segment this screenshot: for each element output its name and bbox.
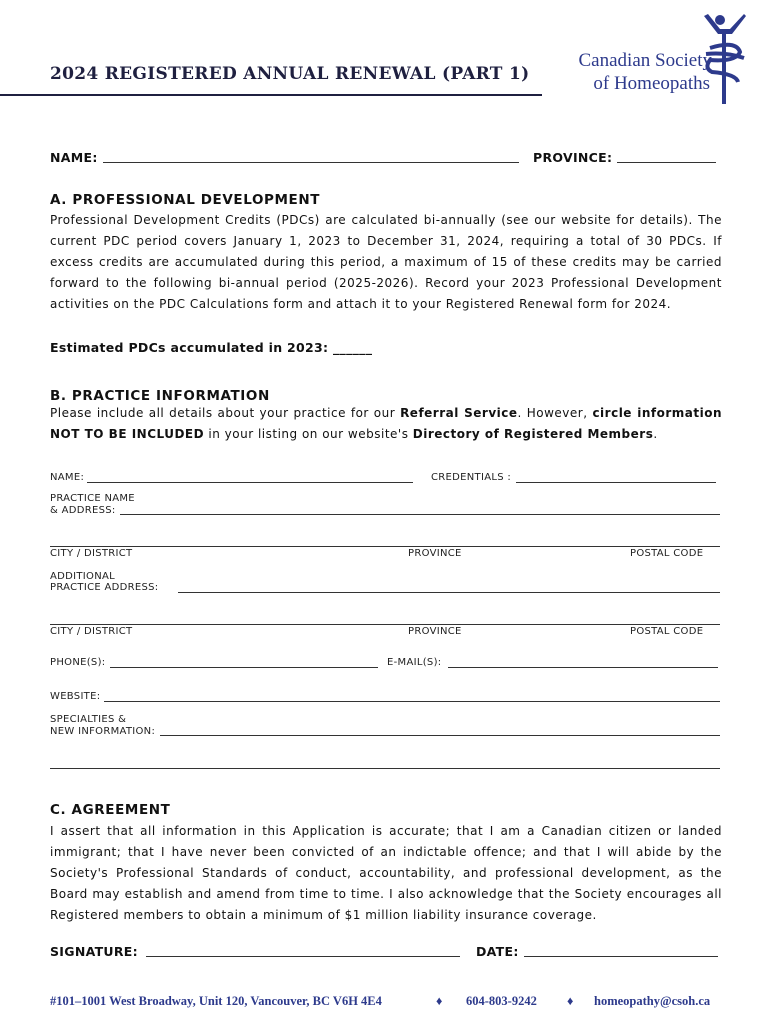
name-label: NAME: [50,150,98,165]
footer-phone: 604-803-9242 [466,994,537,1008]
specialties-field-2[interactable] [50,768,720,769]
additional-address-field-2[interactable] [50,624,720,625]
date-field[interactable] [524,956,718,957]
website-label: WEBSITE: [50,691,101,702]
caduceus-figure-icon [700,12,750,108]
page-title: 2024 REGISTERED ANNUAL RENEWAL (PART 1) [50,64,530,84]
practice-name-field[interactable] [87,482,413,483]
credentials-field[interactable] [516,482,716,483]
specialties-field[interactable] [160,735,720,736]
additional-address-label-1: ADDITIONAL [50,571,116,582]
estimated-pdcs-label: Estimated PDCs accumulated in 2023: ______ [50,340,373,355]
date-label: DATE: [476,944,519,959]
section-c-paragraph: I assert that all information in this Application is accurate; that I am a Canadian citizen or landed immigrant; that I have never been convicted of an indictable offence; and that I will abide by the Society's Professional Standards of conduct, accountability, and professional development, as the Board may establish and amend from time to time. I also acknowledge that the Society encourages all Registered members to obtain a minimum of $1 million liability insurance coverage. [50,824,722,922]
province-field[interactable] [617,162,716,163]
city-label: CITY / DISTRICT [50,548,133,559]
practice-address-label-2: & ADDRESS: [50,505,116,516]
title-divider [0,94,542,96]
website-field[interactable] [104,701,720,702]
intro-text: . [653,427,658,441]
section-c-heading: C. AGREEMENT [50,802,171,818]
province-label-b2: PROVINCE [408,626,462,637]
postal-code-label: POSTAL CODE [630,548,704,559]
additional-address-field[interactable] [178,592,720,593]
logo-text-line1: Canadian Society [578,50,712,71]
province-label-b: PROVINCE [408,548,462,559]
intro-bold: Directory of Registered Members [412,427,654,441]
footer-separator-2: ♦ [567,994,574,1008]
email-field[interactable] [448,667,718,668]
section-b-intro [50,403,722,445]
section-b-heading: B. PRACTICE INFORMATION [50,388,270,404]
phone-label: PHONE(S): [50,657,106,668]
specialties-label-1: SPECIALTIES & [50,714,127,725]
postal-code-label-2: POSTAL CODE [630,626,704,637]
credentials-label: CREDENTIALS : [431,472,512,483]
additional-address-label-2: PRACTICE ADDRESS: [50,582,159,593]
footer-address: #101–1001 West Broadway, Unit 120, Vancouver, BC V6H 4E4 [50,994,382,1008]
intro-text: in your listing on our website's [204,427,413,441]
practice-address-field[interactable] [120,514,720,515]
practice-address-field-2[interactable] [50,546,720,547]
intro-bold: Referral Service [400,406,518,420]
section-a-heading: A. PROFESSIONAL DEVELOPMENT [50,192,321,208]
name-field[interactable] [103,162,519,163]
section-a-paragraph: Professional Development Credits (PDCs) are calculated bi-annually (see our website for details). The current PDC period covers January 1, 2023 to December 31, 2024, requiring a total of 30 PDCs. If excess credits are accumulated during this period, a maximum of 15 of these credits may be carried forward to the following bi-annual period (2025-2026). Record your 2023 Professional Development activities on the PDC Calculations form and attach it to your Registered Renewal form for 2024. [50,213,722,311]
intro-bold: circle information NOT TO BE INCLUDED [50,406,722,441]
intro-text: . However, [517,406,593,420]
city-label-2: CITY / DISTRICT [50,626,133,637]
footer-email: homeopathy@csoh.ca [594,994,711,1008]
intro-text: Please include all details about your practice for our [50,406,401,420]
province-label: PROVINCE: [533,150,613,165]
signature-label: SIGNATURE: [50,944,138,959]
practice-address-label-1: PRACTICE NAME [50,493,135,504]
signature-field[interactable] [146,956,460,957]
practice-name-label: NAME: [50,472,85,483]
email-label: E-MAIL(S): [387,657,442,668]
footer-separator-1: ♦ [436,994,443,1008]
phone-field[interactable] [110,667,378,668]
specialties-label-2: NEW INFORMATION: [50,726,156,737]
logo-text-line2: of Homeopaths [593,73,710,94]
